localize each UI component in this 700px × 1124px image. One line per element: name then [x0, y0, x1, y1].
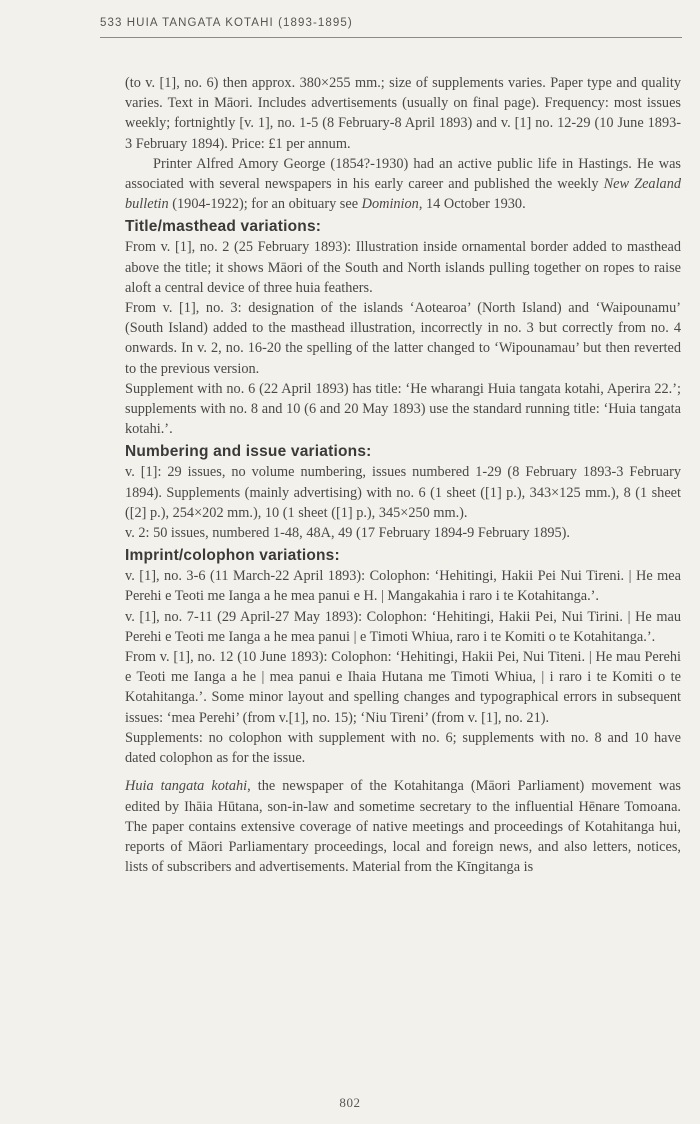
title-dominion: Dominion	[361, 196, 419, 213]
paragraph-masthead-2: From v. [1], no. 3: designation of the islands ‘Aotearoa’ (North Island) and ‘Waipounamu’ (South Island) added to the masthead illustration, incorrectly in no. 3 but correctly from no. 4 onwards. In v. 2, no. 16-20 the spelling of the latter changed to ‘Wipounamau’ but then reverted to the previous version.	[125, 300, 681, 377]
body-text	[125, 73, 681, 877]
printer-text-3: , 14 October 1930.	[418, 196, 526, 213]
paragraph-imprint-4: Supplements: no colophon with supplement with no. 6; supplements with no. 8 and 10 have dated colophon as for the issue.	[125, 729, 681, 767]
paragraph-masthead-3: Supplement with no. 6 (22 April 1893) has title: ‘He wharangi Huia tangata kotahi, Aperira 22.’; supplements with no. 8 and 10 (6 and 20 May 1893) use the standard running title: ‘Huia tangata kotahi.’.	[125, 380, 681, 438]
paragraph-physical-description: (to v. [1], no. 6) then approx. 380×255 mm.; size of supplements varies. Paper type and quality varies. Text in Māori. Includes advertisements (usually on final page). Frequency: most issues weekly; fortnightly [v. 1], no. 1-5 (8 February-8 April 1893) and v. [1] no. 12-29 (10 June 1893-3 February 1894). Price: £1 per annum.	[125, 75, 681, 152]
heading-imprint: Imprint/colophon variations:	[125, 547, 340, 565]
heading-numbering: Numbering and issue variations:	[125, 443, 372, 461]
description-text: , the newspaper of the Kotahitanga (Māori Parliament) movement was edited by Ihāia Hūtana, son-in-law and sometime secretary to the influential Hēnare Tomoana. The paper contains extensive coverage of native meetings and proceedings of Kotahitanga hui, reports of Māori Parliamentary proceedings, local and foreign news, and also letters, notices, lists of subscribers and advertisements. Material from the Kīngitanga is	[125, 778, 681, 876]
printer-text-2: (1904-1922); for an obituary see	[168, 196, 362, 213]
header-rule	[100, 37, 682, 38]
paragraph-numbering-2: v. 2: 50 issues, numbered 1-48, 48A, 49 (17 February 1894-9 February 1895).	[125, 525, 570, 542]
title-huia: Huia tangata kotahi	[125, 778, 248, 795]
page-number: 802	[339, 1095, 361, 1110]
printer-text-1: Printer Alfred Amory George (1854?-1930) had an active public life in Hastings. He was associated with several newspapers in his early career and published the weekly	[125, 155, 681, 193]
paragraph-imprint-1: v. [1], no. 3-6 (11 March-22 April 1893): Colophon: ‘Hehitingi, Hakii Pei Nui Tireni. | He mea Perehi e Teoti me Ianga a he mea panui e H. | Mangakahia i raro i te Kotahitanga.’.	[125, 568, 681, 605]
title-nz-bulletin: New Zealand bulletin	[125, 176, 681, 213]
paragraph-imprint-2: v. [1], no. 7-11 (29 April-27 May 1893): Colophon: ‘Hehitingi, Hakii Pei, Nui Tirini. | He mau Perehi e Teoti me Ianga a he mea panui | e Timoti Whiua, raro i te Komiti o te Kotahitanga.’.	[125, 608, 681, 645]
paragraph-printer	[125, 154, 681, 215]
paragraph-imprint-3: From v. [1], no. 12 (10 June 1893): Colophon: ‘Hehitingi, Hakii Pei, Nui Titeni. | He mau Perehi e Teoti me Ianga a he | mea panui e Ihaia Hutana me Timoti Whiua, | i raro i te Komiti o te Kotahitanga.’. Some minor layout and spelling changes and typographical errors in subsequent issues: ‘mea Perehi’ (from v.[1], no. 15); ‘Niu Tireni’ (from v. [1], no. 21).	[125, 649, 681, 726]
paragraph-description	[125, 776, 681, 877]
heading-title-masthead: Title/masthead variations:	[125, 218, 322, 236]
paragraph-numbering-1: v. [1]: 29 issues, no volume numbering, issues numbered 1-29 (8 February 1893-3 February 1894). Supplements (mainly advertising) with no. 6 (1 sheet ([1] p.), 343×125 mm.), 8 (1 sheet ([2] p.), 254×202 mm.), 10 (1 sheet ([1] p.), 345×250 mm.).	[125, 464, 681, 521]
running-head: 533 HUIA TANGATA KOTAHI (1893-1895)	[100, 17, 353, 29]
paragraph-masthead-1: From v. [1], no. 2 (25 February 1893): Illustration inside ornamental border added to masthead above the title; it shows Māori of the South and North islands pulling together on ropes to raise aloft a central device of three huia feathers.	[125, 239, 681, 296]
